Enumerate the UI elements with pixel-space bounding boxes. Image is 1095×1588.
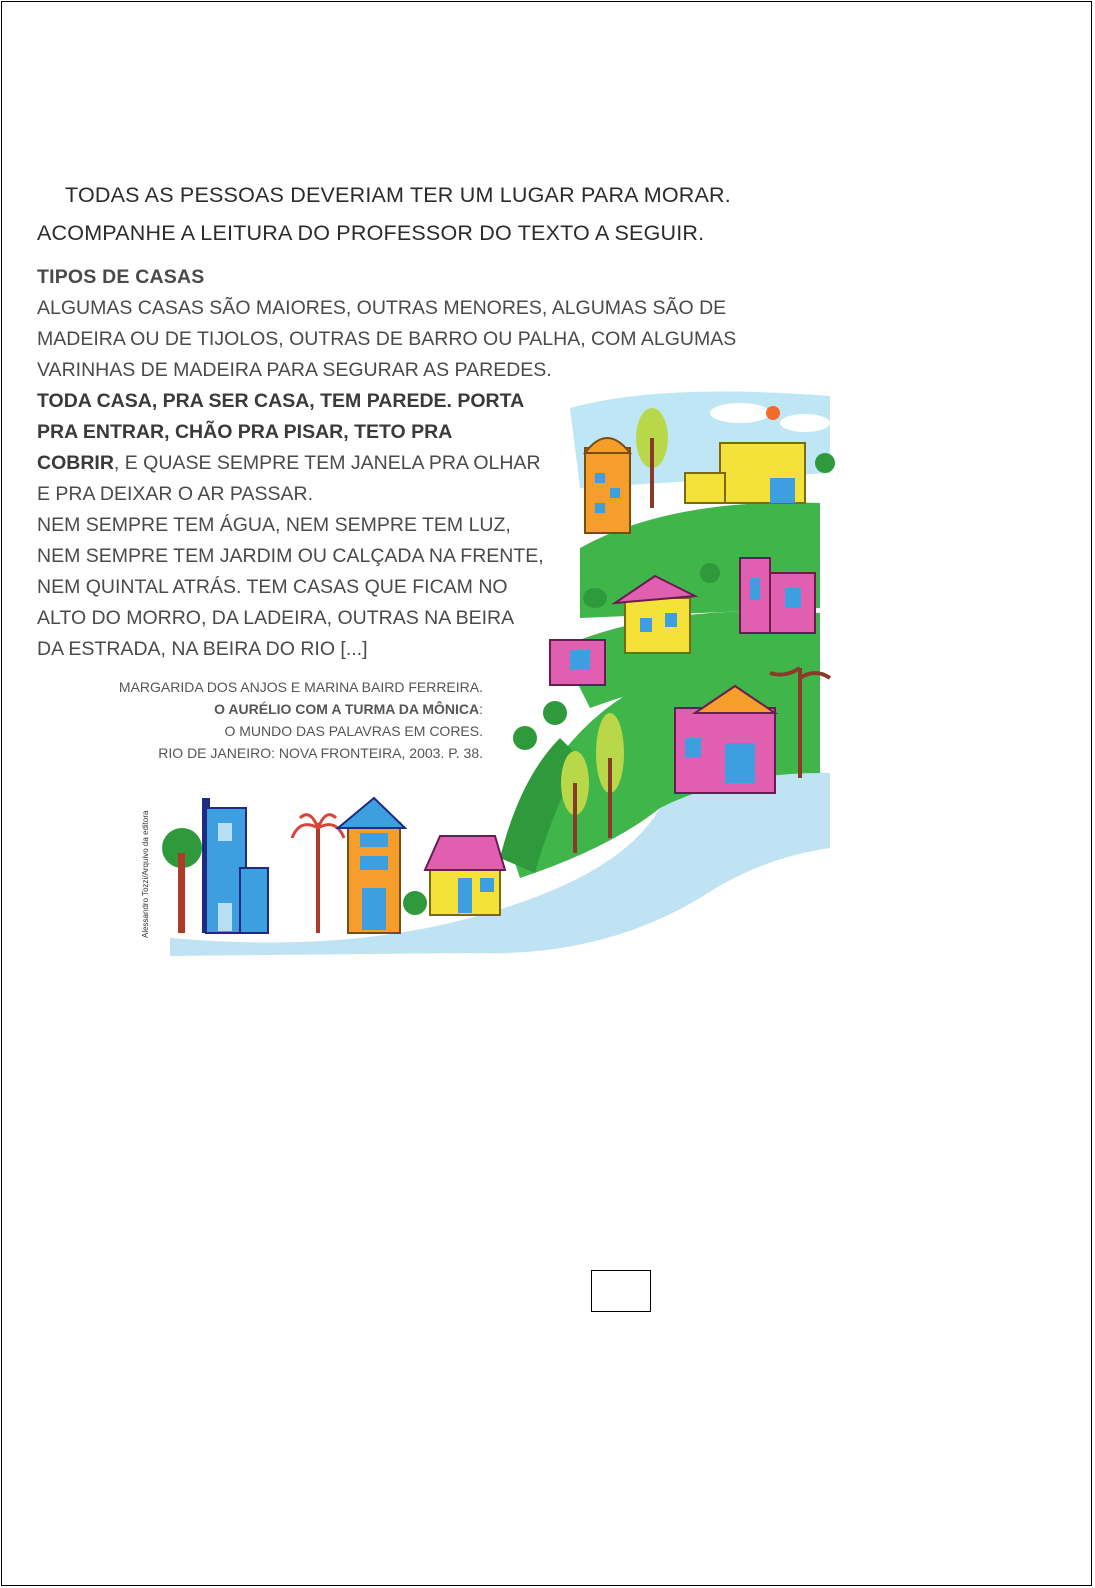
tree bbox=[700, 563, 720, 583]
door bbox=[725, 743, 755, 783]
credit-authors: MARGARIDA DOS ANJOS E MARINA BAIRD FERREIRA. bbox=[118, 679, 483, 695]
door bbox=[218, 903, 232, 931]
intro-line-2: ACOMPANHE A LEITURA DO PROFESSOR DO TEXTO A SEGUIR. bbox=[37, 221, 705, 245]
tree bbox=[543, 701, 567, 725]
section-title: TIPOS DE CASAS bbox=[37, 266, 205, 288]
text-line: E PRA DEIXAR O AR PASSAR. bbox=[37, 483, 313, 505]
credit-publisher: RIO DE JANEIRO: NOVA FRONTEIRA, 2003. P. 38. bbox=[158, 745, 483, 761]
bold-line: TODA CASA, PRA SER CASA, TEM PAREDE. PORTA bbox=[37, 390, 525, 412]
text-line: NEM SEMPRE TEM ÁGUA, NEM SEMPRE TEM LUZ, bbox=[37, 514, 511, 536]
text-line: MADEIRA OU DE TIJOLOS, OUTRAS DE BARRO OU PALHA, COM ALGUMAS bbox=[37, 328, 737, 350]
photo-credit: Alessandro Tozzi/Arquivo da editora bbox=[141, 810, 150, 938]
credit-book-title: O AURÉLIO COM A TURMA DA MÔNICA bbox=[214, 701, 480, 717]
credit-book-suffix: : bbox=[479, 701, 483, 717]
cloud bbox=[780, 414, 830, 432]
text-line: NEM QUINTAL ATRÁS. TEM CASAS QUE FICAM NO bbox=[37, 576, 508, 598]
roof bbox=[338, 798, 405, 828]
houses-illustration bbox=[140, 378, 840, 978]
intro-text bbox=[37, 176, 817, 252]
door bbox=[362, 888, 386, 930]
window bbox=[665, 613, 677, 627]
door bbox=[770, 478, 795, 503]
text-line: ALGUMAS CASAS SÃO MAIORES, OUTRAS MENORES, ALGUMAS SÃO DE bbox=[37, 297, 727, 319]
text-line: NEM SEMPRE TEM JARDIM OU CALÇADA NA FRENTE, bbox=[37, 545, 544, 567]
text-line: DA ESTRADA, NA BEIRA DO RIO [...] bbox=[37, 638, 368, 660]
text-line: ALTO DO MORRO, DA LADEIRA, OUTRAS NA BEIRA bbox=[37, 607, 515, 629]
tree-trunk bbox=[650, 438, 654, 508]
window bbox=[750, 578, 760, 600]
window bbox=[595, 473, 605, 483]
window bbox=[480, 878, 494, 892]
text-fragment: , E QUASE SEMPRE TEM JANELA PRA OLHAR bbox=[113, 452, 541, 474]
window bbox=[610, 488, 620, 498]
bold-word: COBRIR bbox=[37, 452, 114, 474]
house-blue-side bbox=[240, 868, 268, 933]
window bbox=[360, 833, 388, 847]
page-number-box bbox=[591, 1270, 651, 1312]
window bbox=[360, 856, 388, 870]
roof bbox=[425, 836, 505, 870]
window bbox=[685, 738, 701, 758]
tree-trunk bbox=[178, 853, 185, 933]
text-line: VARINHAS DE MADEIRA PARA SEGURAR AS PAREDES. bbox=[37, 359, 552, 381]
window bbox=[640, 618, 652, 632]
house-small-top bbox=[685, 473, 725, 503]
credit-subtitle: O MUNDO DAS PALAVRAS EM CORES. bbox=[224, 723, 483, 739]
window bbox=[785, 588, 801, 608]
tree-trunk bbox=[608, 758, 612, 838]
cloud bbox=[710, 403, 770, 423]
house-orange-top bbox=[585, 448, 630, 533]
tree-trunk bbox=[573, 783, 577, 853]
sun bbox=[766, 406, 780, 420]
house-yellow-mid bbox=[625, 598, 690, 653]
window bbox=[218, 823, 232, 841]
window bbox=[570, 650, 590, 670]
bush bbox=[403, 891, 427, 915]
door bbox=[458, 878, 472, 913]
tree bbox=[815, 453, 835, 473]
bold-line: PRA ENTRAR, CHÃO PRA PISAR, TETO PRA bbox=[37, 421, 453, 443]
intro-line-1: TODAS AS PESSOAS DEVERIAM TER UM LUGAR PARA MORAR. bbox=[65, 183, 731, 207]
tree bbox=[513, 726, 537, 750]
tree bbox=[583, 588, 607, 608]
window bbox=[595, 503, 605, 513]
